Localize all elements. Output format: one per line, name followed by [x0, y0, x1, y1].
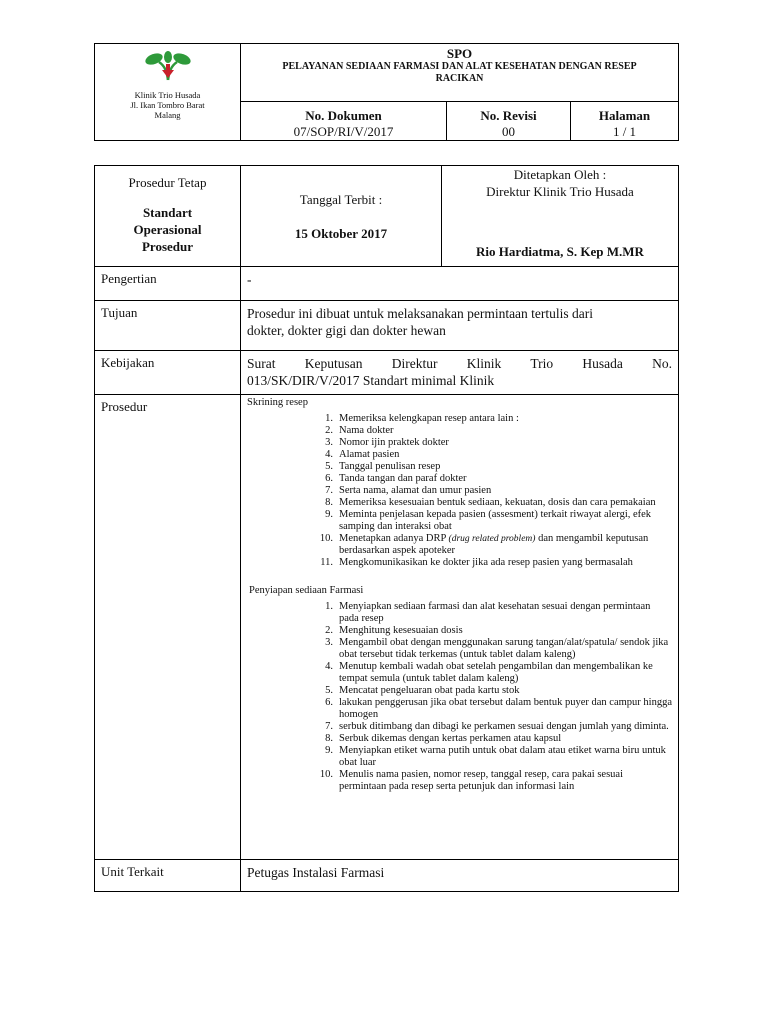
clinic-logo-cell — [95, 44, 241, 141]
skrining-resep-item — [247, 485, 672, 497]
skrining-resep-item-number: 10. — [319, 533, 333, 544]
skrining-resep-item-number: 3. — [325, 437, 333, 448]
penyiapan-sediaan-item-text: Menyiapkan etiket warna putih untuk obat dalam atau etiket warna biru untuk obat luar — [339, 745, 666, 768]
ditetapkan-by: Direktur Klinik Trio Husada — [486, 184, 634, 199]
ditetapkan-label: Ditetapkan Oleh : — [513, 167, 607, 182]
tujuan-line2: dokter, dokter gigi dan dokter hewan — [247, 323, 446, 338]
penyiapan-sediaan-item — [247, 601, 672, 625]
no-dokumen-value: 07/SOP/RI/V/2017 — [293, 124, 394, 139]
prosedur-label: Prosedur — [95, 395, 241, 860]
skrining-resep-item-text: dan mengambil keputusan berdasarkan aspek apoteker — [339, 533, 649, 556]
skrining-resep-item-text: Memeriksa kesesuaian bentuk sediaan, kekuatan, dosis dan cara pemakaian — [339, 497, 656, 508]
tanggal-terbit-value: 15 Oktober 2017 — [294, 226, 388, 241]
skrining-resep-item-number: 1. — [325, 413, 333, 424]
skrining-resep-item — [247, 473, 672, 485]
skrining-resep-item — [247, 449, 672, 461]
prosedur-tetap-label: Prosedur Tetap — [128, 175, 207, 190]
kebijakan-line1: Surat Keputusan Direktur Klinik Trio Husada No. — [247, 356, 672, 371]
penyiapan-sediaan-item-number: 4. — [325, 661, 333, 672]
no-revisi-value: 00 — [502, 124, 515, 139]
penyiapan-sediaan-item-number: 10. — [319, 769, 333, 780]
penyiapan-sediaan-item — [247, 733, 672, 745]
spo-label: SPO — [446, 46, 473, 61]
penyiapan-sediaan-item-text: Menutup kembali wadah obat setelah pengambilan dan mengembalikan ke tempat semula (untuk tablet dalam kaleng) — [339, 661, 653, 684]
sop-line1: Standart — [142, 205, 193, 220]
skrining-resep-list — [247, 413, 672, 569]
prosedur-content — [241, 395, 679, 860]
no-dokumen-cell — [241, 102, 447, 141]
penyiapan-sediaan-item-text: Menyiapkan sediaan farmasi dan alat kesehatan sesuai dengan permintaan pada resep — [339, 601, 651, 624]
tujuan-value — [241, 301, 679, 351]
skrining-resep-item-number: 11. — [320, 557, 333, 568]
no-dokumen-label: No. Dokumen — [305, 108, 382, 123]
tujuan-line1: Prosedur ini dibuat untuk melaksanakan permintaan tertulis dari — [247, 306, 594, 321]
penyiapan-sediaan-item-number: 9. — [325, 745, 333, 756]
kebijakan-label: Kebijakan — [95, 351, 241, 395]
penyiapan-sediaan-item — [247, 769, 672, 793]
skrining-resep-item — [247, 557, 672, 569]
signatory-name: Rio Hardiatma, S. Kep M.MR — [476, 244, 644, 259]
penyiapan-sediaan-item-text: Mencatat pengeluaran obat pada kartu stok — [339, 685, 520, 696]
tanggal-terbit-cell — [241, 166, 442, 267]
clinic-name: Klinik Trio Husada — [134, 90, 201, 100]
penyiapan-sediaan-item-number: 8. — [325, 733, 333, 744]
skrining-resep-item-text: Menetapkan adanya DRP — [339, 533, 449, 544]
penyiapan-sediaan-item — [247, 625, 672, 637]
skrining-resep-item-text: Alamat pasien — [339, 449, 400, 460]
skrining-resep-item — [247, 533, 672, 557]
skrining-resep-item-text: Mengkomunikasikan ke dokter jika ada resep pasien yang bermasalah — [339, 557, 633, 568]
tujuan-label: Tujuan — [95, 301, 241, 351]
kebijakan-value — [241, 351, 679, 395]
penyiapan-sediaan-item-text: serbuk ditimbang dan dibagi ke perkamen sesuai dengan jumlah yang diminta. — [339, 721, 669, 732]
halaman-value: 1 / 1 — [612, 124, 637, 139]
no-revisi-label: No. Revisi — [480, 108, 537, 123]
penyiapan-sediaan-item-number: 6. — [325, 697, 333, 708]
sop-line2: Operasional — [133, 222, 202, 237]
skrining-resep-item-text: Memeriksa kelengkapan resep antara lain : — [339, 413, 519, 424]
skrining-resep-item-number: 8. — [325, 497, 333, 508]
spo-title-cell — [241, 44, 679, 102]
skrining-resep-item-number: 4. — [325, 449, 333, 460]
skrining-resep-item-text: Nomor ijin praktek dokter — [339, 437, 449, 448]
halaman-label: Halaman — [598, 108, 651, 123]
penyiapan-sediaan-item-text: Menghitung kesesuaian dosis — [339, 625, 463, 636]
skrining-resep-item-text: Meminta penjelasan kepada pasien (assesment) terkait riwayat alergi, efek samping dan interaksi obat — [339, 509, 652, 532]
unit-terkait-value: Petugas Instalasi Farmasi — [241, 860, 679, 892]
unit-terkait-label: Unit Terkait — [95, 860, 241, 892]
penyiapan-sediaan-item — [247, 745, 672, 769]
no-revisi-cell — [447, 102, 571, 141]
tanggal-terbit-label: Tanggal Terbit : — [299, 192, 383, 207]
penyiapan-sediaan-item — [247, 697, 672, 721]
penyiapan-sediaan-item-text: Serbuk dikemas dengan kertas perkamen atau kapsul — [339, 733, 562, 744]
penyiapan-sediaan-item-text: Menulis nama pasien, nomor resep, tanggal resep, cara pakai sesuai permintaan pada resep serta petunjuk dan informasi lain — [339, 769, 623, 792]
skrining-resep-item-number: 2. — [325, 425, 333, 436]
penyiapan-sediaan-item-number: 2. — [325, 625, 333, 636]
penyiapan-sediaan-item — [247, 721, 672, 733]
ditetapkan-cell — [442, 166, 679, 267]
clinic-address-line1: Jl. Ikan Tombro Barat — [130, 100, 205, 110]
skrining-resep-item — [247, 437, 672, 449]
halaman-cell — [571, 102, 679, 141]
skrining-resep-item-number: 9. — [325, 509, 333, 520]
penyiapan-sediaan-item — [247, 685, 672, 697]
clinic-address-line2: Malang — [154, 110, 181, 120]
clinic-logo-icon — [145, 50, 191, 84]
skrining-resep-item — [247, 497, 672, 509]
skrining-resep-item-text: Tanggal penulisan resep — [339, 461, 441, 472]
penyiapan-sediaan-item-number: 7. — [325, 721, 333, 732]
skrining-resep-item-italic-text: (drug related problem) — [448, 534, 536, 544]
sop-main-table — [94, 165, 679, 892]
skrining-resep-item — [247, 425, 672, 437]
skrining-resep-item — [247, 413, 672, 425]
skrining-resep-item-number: 5. — [325, 461, 333, 472]
penyiapan-sediaan-item — [247, 637, 672, 661]
skrining-resep-item-text: Tanda tangan dan paraf dokter — [339, 473, 467, 484]
skrining-resep-item — [247, 509, 672, 533]
skrining-resep-item — [247, 461, 672, 473]
skrining-resep-heading: Skrining resep — [247, 397, 308, 408]
sop-line3: Prosedur — [141, 239, 194, 254]
skrining-resep-item-number: 7. — [325, 485, 333, 496]
skrining-resep-item-text: Nama dokter — [339, 425, 394, 436]
pengertian-label: Pengertian — [95, 267, 241, 301]
document-title: PELAYANAN SEDIAAN FARMASI DAN ALAT KESEHATAN DENGAN RESEP RACIKAN — [282, 61, 637, 84]
header-table — [94, 43, 679, 141]
pengertian-value: - — [241, 267, 679, 301]
penyiapan-sediaan-item-number: 5. — [325, 685, 333, 696]
penyiapan-sediaan-item — [247, 661, 672, 685]
skrining-resep-item-text: Serta nama, alamat dan umur pasien — [339, 485, 492, 496]
penyiapan-sediaan-list — [247, 601, 672, 793]
penyiapan-sediaan-item-text: Mengambil obat dengan menggunakan sarung tangan/alat/spatula/ sendok jika obat tersebut tidak terkemas (untuk tablet dalam kaleng) — [339, 637, 669, 660]
prosedur-tetap-cell — [95, 166, 241, 267]
skrining-resep-item-number: 6. — [325, 473, 333, 484]
kebijakan-line2: 013/SK/DIR/V/2017 Standart minimal Klinik — [247, 373, 495, 388]
penyiapan-sediaan-heading: Penyiapan sediaan Farmasi — [249, 585, 364, 596]
penyiapan-sediaan-item-text: lakukan penggerusan jika obat tersebut dalam bentuk puyer dan campur hingga homogen — [339, 697, 672, 720]
penyiapan-sediaan-item-number: 1. — [325, 601, 333, 612]
penyiapan-sediaan-item-number: 3. — [325, 637, 333, 648]
